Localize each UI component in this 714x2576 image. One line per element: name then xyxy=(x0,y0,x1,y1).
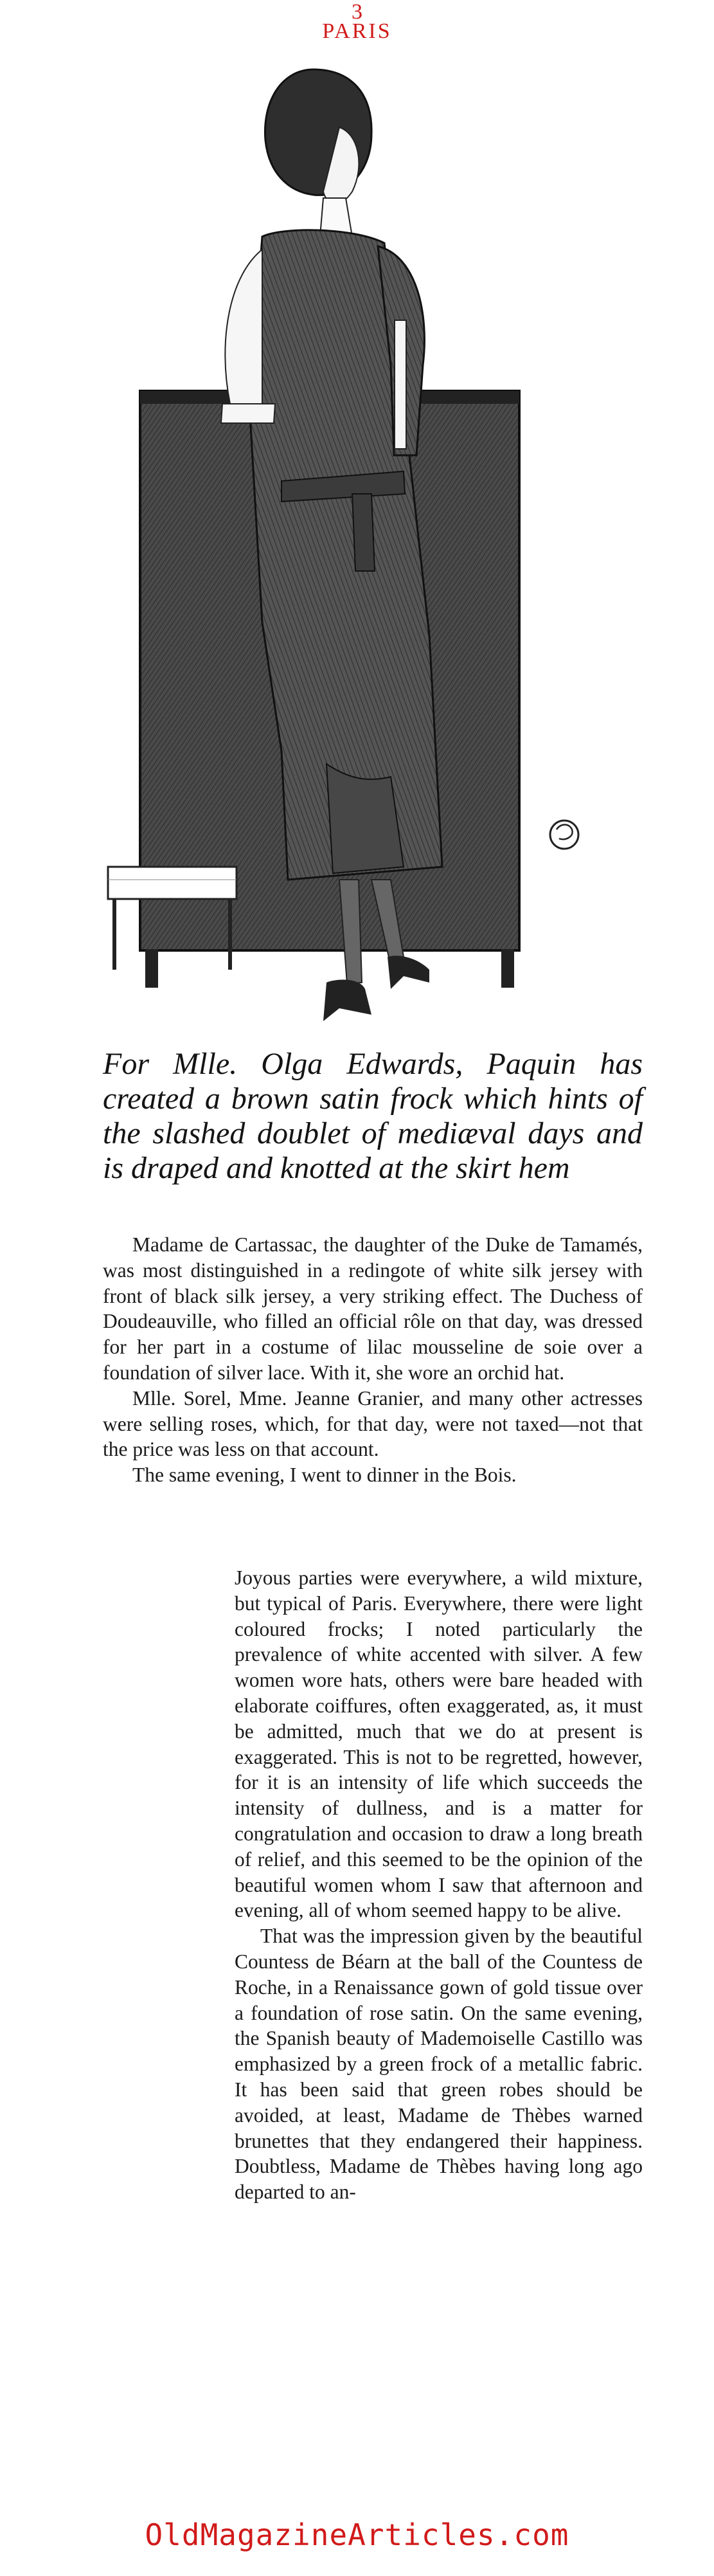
illustration-caption: For Mlle. Olga Edwards, Paquin has created a brown satin frock which hints of the slashed doublet of mediæval days and is draped and knotted at the skirt hem xyxy=(103,1047,643,1185)
article-body xyxy=(103,1232,643,1488)
fashion-illustration xyxy=(69,44,648,1047)
article-paragraph-continued: Joyous parties were everywhere, a wild mixture, but typical of Paris. Everywhere, there were light coloured frocks; I noted particularly the prevalence of white accented with silver. A few women wore hats, others were bare headed with elaborate coiffures, often exaggerated, as, it must be admitted, much that we do at present is exaggerated. This is not to be regretted, however, for it is an intensity of life which succeeds the intensity of dullness, and is a matter for congratulation and occasion to draw a long breath of relief, and this seemed to be the opinion of the beautiful women whom I saw that afternoon and evening, all of whom seemed happy to be alive. xyxy=(235,1566,643,1922)
article-narrow-column xyxy=(235,1565,643,2205)
artist-monogram-mark xyxy=(550,821,578,849)
page-number: 3 xyxy=(352,0,362,24)
section-title: PARIS xyxy=(322,19,392,43)
article-paragraph: Madame de Cartassac, the daughter of the Duke de Tamamés, was most distinguished in a redingote of white silk jersey with front of black silk jersey, a very striking effect. The Duchess of Doudeauville, who filled an official rôle on that day, was dressed for her part in a costume of lilac mousseline de soie over a foundation of silver lace. With it, she wore an orchid hat. xyxy=(103,1233,643,1384)
article-paragraph: Mlle. Sorel, Mme. Jeanne Granier, and many other actresses were selling roses, which, for that day, were not taxed—not that the price was less on that account. xyxy=(103,1386,643,1461)
site-footer-link[interactable]: OldMagazineArticles.com xyxy=(145,2517,569,2552)
article-paragraph-start: The same evening, I went to dinner in the Bois. xyxy=(132,1464,517,1487)
article-paragraph: That was the impression given by the beautiful Countess de Béarn at the ball of the Countess de Roche, in a Renaissance gown of gold tissue over a foundation of rose satin. On the same evening, the Spanish beauty of Mademoiselle Castillo was emphasized by a green frock of a metallic fabric. It has been said that green robes should be avoided, at least, Madame de Thèbes warned brunettes that they endangered their happiness. Doubtless, Madame de Thèbes having long ago departed to an- xyxy=(235,1925,643,2204)
